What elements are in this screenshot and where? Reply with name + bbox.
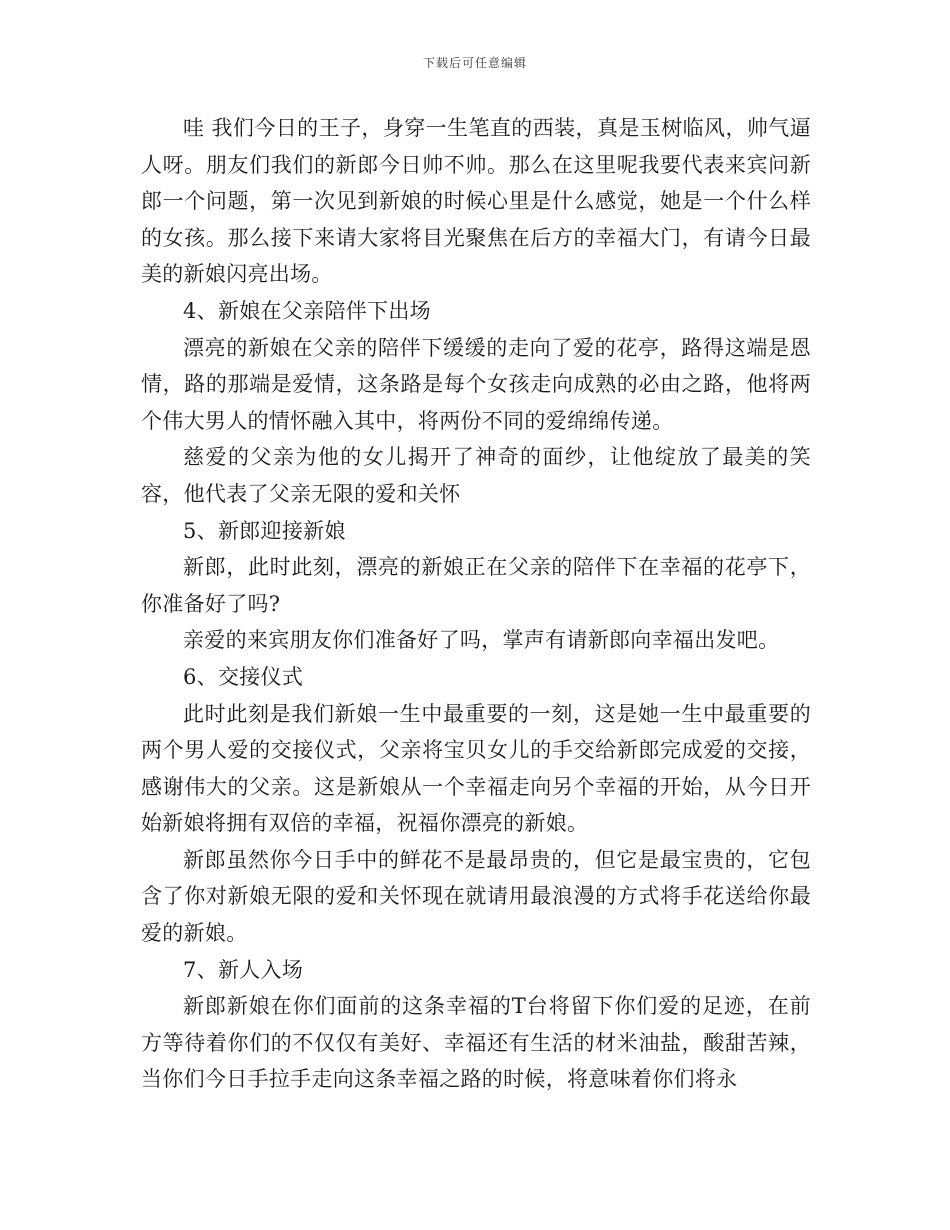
- paragraph-guests-applause: 亲爱的来宾朋友你们准备好了吗，掌声有请新郎向幸福出发吧。: [183, 628, 780, 653]
- section-heading-6: 6、交接仪式: [183, 664, 304, 689]
- paragraph-bride-walk: 漂亮的新娘在父亲的陪伴下缓缓的走向了爱的花亭，路得这端是恩情，路的那端是爱情，这条路是每个女孩走向成熟的必由之路，他将两个伟大男人的情怀融入其中，将两份不同的爱绵绵传递。: [141, 335, 811, 433]
- section-heading-5: 5、新郎迎接新娘: [183, 518, 346, 543]
- document-body: [141, 110, 811, 1098]
- paragraph-father-veil: 慈爱的父亲为他的女儿揭开了神奇的面纱，让他绽放了最美的笑容，他代表了父亲无限的爱和关怀: [141, 445, 811, 506]
- paragraph-groom-ready: 新郎，此时此刻，漂亮的新娘正在父亲的陪伴下在幸福的花亭下，你准备好了吗?: [141, 555, 811, 616]
- page-header: 下载后可任意编辑: [422, 56, 527, 70]
- section-heading-4: 4、新娘在父亲陪伴下出场: [183, 298, 431, 323]
- section-heading-7: 7、新人入场: [183, 957, 304, 982]
- paragraph-handover: 此时此刻是我们新娘一生中最重要的一刻，这是她一生中最重要的两个男人爱的交接仪式，父亲将宝贝女儿的手交给新郎完成爱的交接，感谢伟大的父亲。这是新娘从一个幸福走向另个幸福的开始，从今日开始新娘将拥有双倍的幸福，祝福你漂亮的新娘。: [141, 701, 811, 836]
- paragraph-t-stage: 新郎新娘在你们面前的这条幸福的T台将留下你们爱的足迹，在前方等待着你们的不仅仅有美好、幸福还有生活的材米油盐，酸甜苦辣，当你们今日手拉手走向这条幸福之路的时候，将意味着你们将永: [141, 994, 811, 1092]
- paragraph-flowers: 新郎虽然你今日手中的鲜花不是最昂贵的，但它是最宝贵的，它包含了你对新娘无限的爱和关怀现在就请用最浪漫的方式将手花送给你最爱的新娘。: [141, 847, 811, 946]
- paragraph-prince-intro: 哇 我们今日的王子，身穿一生笔直的西装，真是玉树临风，帅气逼人呀。朋友们我们的新郎今日帅不帅。那么在这里呢我要代表来宾问新郎一个问题，第一次见到新娘的时候心里是什么感觉，她是一个什么样的女孩。那么接下来请大家将目光聚焦在后方的幸福大门，有请今日最美的新娘闪亮出场。: [141, 116, 811, 287]
